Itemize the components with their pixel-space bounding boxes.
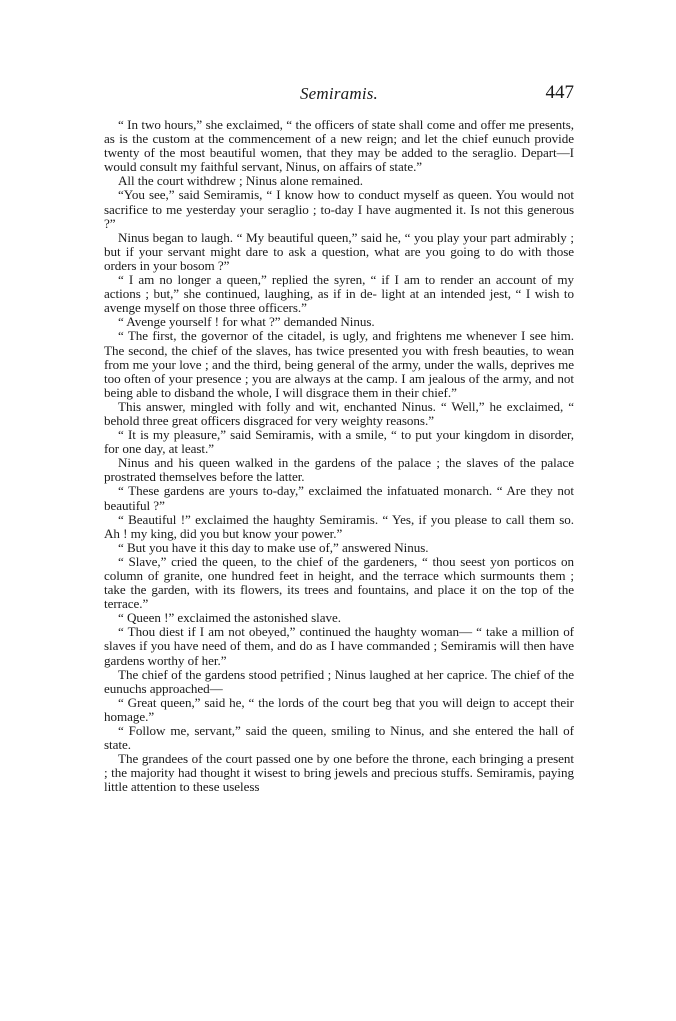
paragraph: “ Slave,” cried the queen, to the chief of the gardeners, “ thou seest yon porticos on column of granite, one hundred feet in height, and the terrace which surmounts them ; take the garden, with its flowers, its trees and fountains, and place it on the top of the terrace.” xyxy=(104,553,574,612)
paragraph: “ Thou diest if I am not obeyed,” continued the haughty woman— “ take a million of slaves if you have need of them, and do as I have commanded ; Semiramis will then have gardens worthy of her.” xyxy=(104,624,574,668)
paragraph: All the court withdrew ; Ninus alone remained. xyxy=(118,173,363,189)
paragraph: “ Great queen,” said he, “ the lords of the court beg that you will deign to accept their homage.” xyxy=(104,694,574,724)
book-page xyxy=(104,84,574,795)
paragraph: “ But you have it this day to make use of,” answered Ninus. xyxy=(118,539,429,555)
paragraph: “ Follow me, servant,” said the queen, smiling to Ninus, and she entered the hall of state. xyxy=(104,723,574,753)
running-title: Semiramis. xyxy=(299,84,379,103)
paragraph: “ The first, the governor of the citadel, is ugly, and frightens me whenever I see him. The second, the chief of the slaves, has twice presented you with fresh beauties, to wean from me your love ; and the third, being general of the army, under the walls, deprives me too often of your presence ; you are always at the camp. I am jealous of the army, and not being able to disband the whole, I will disgrace them in their chief.” xyxy=(104,328,574,400)
paragraph: “ Queen !” exclaimed the astonished slave. xyxy=(118,610,341,626)
paragraph: “ Avenge yourself ! for what ?” demanded Ninus. xyxy=(118,314,375,330)
page-header xyxy=(104,84,574,118)
paragraph: “ I am no longer a queen,” replied the syren, “ if I am to render an account of my actions ; but,” she continued, laughing, as if in de- light at an intended jest, “ I wish to avenge myself on those three officers.” xyxy=(104,272,574,316)
page-number: 447 xyxy=(545,82,574,103)
paragraph: “ Beautiful !” exclaimed the haughty Semiramis. “ Yes, if you please to call them so. Ah ! my king, did you but know your power.” xyxy=(104,511,574,541)
paragraph: “ It is my pleasure,” said Semiramis, with a smile, “ to put your kingdom in disorder, for one day, at least.” xyxy=(104,427,574,457)
paragraph: Ninus began to laugh. “ My beautiful queen,” said he, “ you play your part admirably ; but if your servant might dare to ask a question, what are you going to do with those orders in your bosom ?” xyxy=(104,229,574,273)
body-text xyxy=(104,118,574,795)
paragraph: The grandees of the court passed one by one before the throne, each bringing a present ; the majority had thought it wisest to bring jewels and precious stuffs. Semiramis, paying little attention to these useless xyxy=(104,751,574,795)
paragraph: The chief of the gardens stood petrified ; Ninus laughed at her caprice. The chief of the eunuchs approached— xyxy=(104,666,574,696)
paragraph: This answer, mingled with folly and wit, enchanted Ninus. “ Well,” he exclaimed, “ behold three great officers disgraced for very weighty reasons.” xyxy=(104,398,574,428)
paragraph: Ninus and his queen walked in the gardens of the palace ; the slaves of the palace prostrated themselves before the latter. xyxy=(104,455,574,485)
paragraph: “You see,” said Semiramis, “ I know how to conduct myself as queen. You would not sacrifice to me yesterday your seraglio ; to-day I have augmented it. Is not this generous ?” xyxy=(104,187,574,231)
paragraph: “ In two hours,” she exclaimed, “ the officers of state shall come and offer me presents, as is the custom at the commencement of a new reign; and let the chief eunuch provide twenty of the most beautiful women, that they may be added to the seraglio. Depart—I would consult my faithful servant, Ninus, on affairs of state.” xyxy=(104,117,574,175)
paragraph: “ These gardens are yours to-day,” exclaimed the infatuated monarch. “ Are they not beautiful ?” xyxy=(104,483,574,513)
